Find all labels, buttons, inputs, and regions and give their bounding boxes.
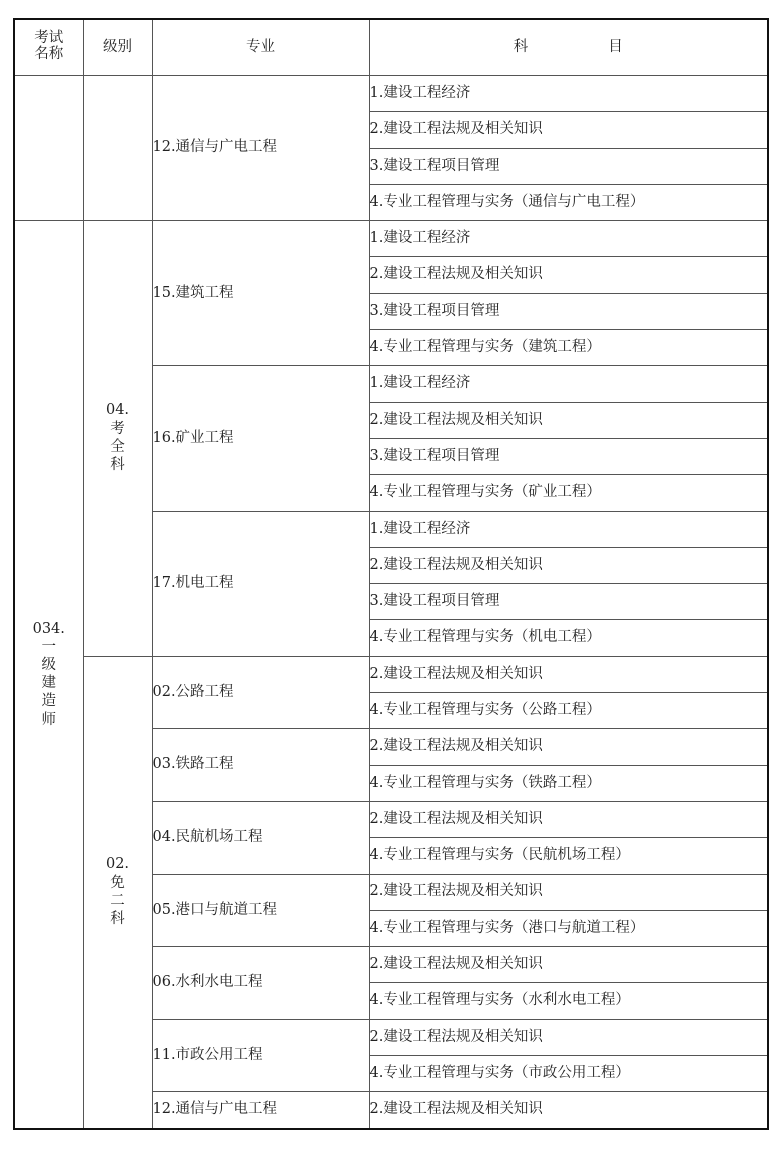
subject-cell: 2.建设工程法规及相关知识 (369, 874, 768, 910)
subject-cell: 2.建设工程法规及相关知识 (369, 656, 768, 692)
header-exam-name (14, 19, 83, 76)
subject-cell: 2.建设工程法规及相关知识 (369, 112, 768, 148)
header-exam-name-line2: 名称 (34, 46, 64, 63)
header-exam-name-line1: 考试 (34, 30, 64, 47)
header-subject-char1: 科 (513, 38, 529, 55)
subject-cell: 2.建设工程法规及相关知识 (369, 257, 768, 293)
exam-subjects-table (13, 18, 769, 1130)
subject-cell: 4.专业工程管理与实务（公路工程） (369, 693, 768, 729)
subject-cell: 4.专业工程管理与实务（建筑工程） (369, 330, 768, 366)
table-row (14, 221, 768, 257)
subject-cell: 2.建设工程法规及相关知识 (369, 801, 768, 837)
exam-name-cell-empty (14, 76, 83, 221)
level-code: 04. (105, 402, 130, 419)
subject-cell: 4.专业工程管理与实务（矿业工程） (369, 475, 768, 511)
level-chars: 免二科 (110, 874, 125, 927)
exam-name-cell (14, 221, 83, 1129)
subject-cell: 4.专业工程管理与实务（机电工程） (369, 620, 768, 656)
subject-cell: 3.建设工程项目管理 (369, 438, 768, 474)
level-cell-empty (83, 76, 152, 221)
subject-cell: 1.建设工程经济 (369, 221, 768, 257)
subject-cell: 2.建设工程法规及相关知识 (369, 547, 768, 583)
level-cell-exempt (83, 656, 152, 1128)
subject-cell: 3.建设工程项目管理 (369, 584, 768, 620)
major-cell: 11.市政公用工程 (152, 1019, 369, 1092)
table-row (14, 76, 768, 112)
subject-cell: 4.专业工程管理与实务（民航机场工程） (369, 838, 768, 874)
header-level: 级别 (83, 19, 152, 76)
major-cell: 04.民航机场工程 (152, 801, 369, 874)
subject-cell: 1.建设工程经济 (369, 366, 768, 402)
major-cell: 06.水利水电工程 (152, 947, 369, 1020)
level-code: 02. (105, 856, 130, 873)
subject-cell: 1.建设工程经济 (369, 76, 768, 112)
major-cell: 12.通信与广电工程 (152, 1092, 369, 1129)
subject-cell: 4.专业工程管理与实务（市政公用工程） (369, 1056, 768, 1092)
major-cell: 02.公路工程 (152, 656, 369, 729)
subject-cell: 1.建设工程经济 (369, 511, 768, 547)
major-cell: 15.建筑工程 (152, 221, 369, 366)
header-subject (369, 19, 768, 76)
major-cell: 16.矿业工程 (152, 366, 369, 511)
header-subject-char2: 目 (608, 38, 623, 55)
level-cell-full (83, 221, 152, 657)
major-cell: 05.港口与航道工程 (152, 874, 369, 947)
subject-cell: 3.建设工程项目管理 (369, 293, 768, 329)
header-major: 专业 (152, 19, 369, 76)
subject-cell: 2.建设工程法规及相关知识 (369, 947, 768, 983)
subject-cell: 2.建设工程法规及相关知识 (369, 1092, 768, 1129)
exam-name-code: 034. (32, 620, 65, 637)
subject-cell: 2.建设工程法规及相关知识 (369, 402, 768, 438)
major-cell: 12.通信与广电工程 (152, 76, 369, 221)
subject-cell: 4.专业工程管理与实务（水利水电工程） (369, 983, 768, 1019)
major-cell: 17.机电工程 (152, 511, 369, 656)
level-chars: 考全科 (110, 420, 125, 474)
subject-cell: 4.专业工程管理与实务（通信与广电工程） (369, 184, 768, 220)
subject-cell: 3.建设工程项目管理 (369, 148, 768, 184)
subject-cell: 2.建设工程法规及相关知识 (369, 729, 768, 765)
major-cell: 03.铁路工程 (152, 729, 369, 802)
subject-cell: 4.专业工程管理与实务（铁路工程） (369, 765, 768, 801)
header-row (14, 19, 768, 76)
table-row (14, 656, 768, 692)
subject-cell: 4.专业工程管理与实务（港口与航道工程） (369, 910, 768, 946)
subject-cell: 2.建设工程法规及相关知识 (369, 1019, 768, 1055)
exam-name-chars: 一级建造师 (41, 639, 56, 728)
